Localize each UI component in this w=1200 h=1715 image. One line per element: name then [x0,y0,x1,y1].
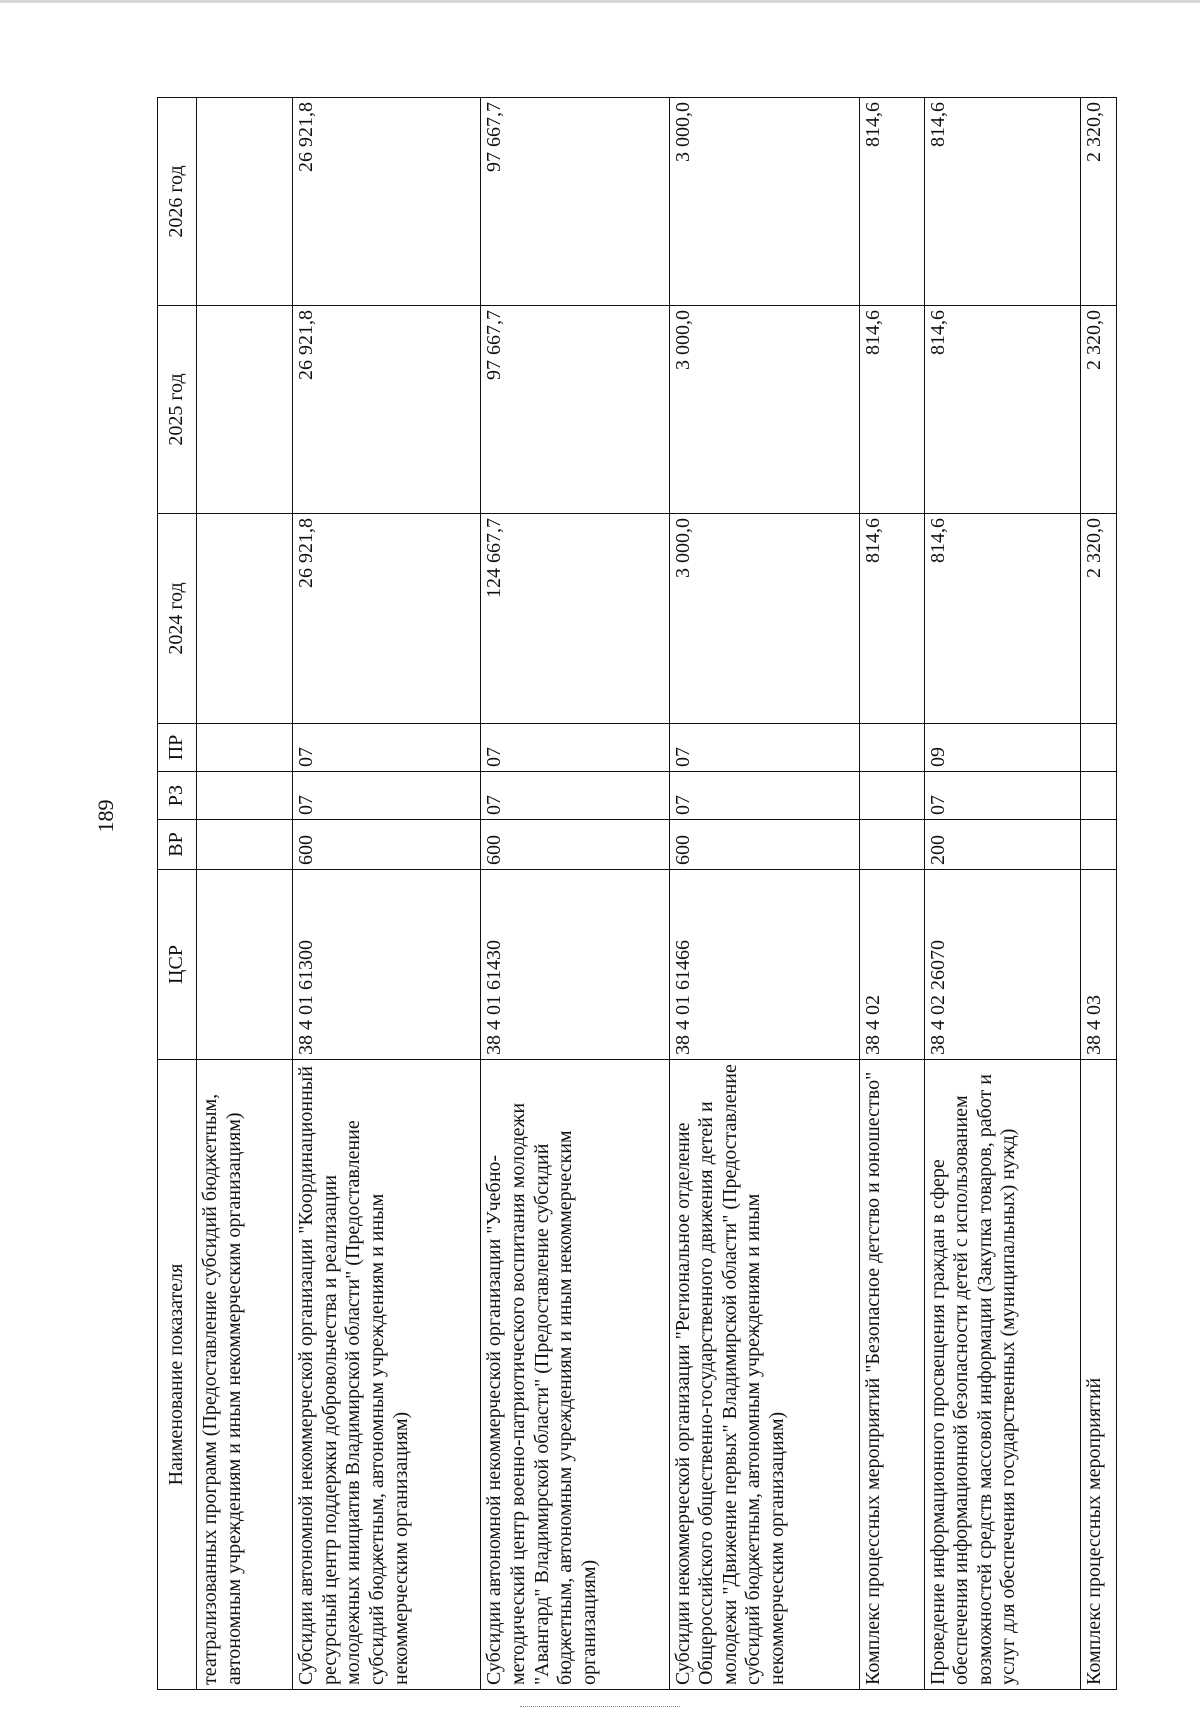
row-2025 [197,306,293,514]
row-csr: 38 4 01 61300 [293,870,481,1060]
row-vr [1081,820,1117,870]
row-2025: 26 921,8 [293,306,481,514]
row-name: Субсидии автономной некоммерческой организации "Координационный ресурсный центр поддержки добровольчества и реализации молодежных инициатив Владимирской области" (Предоставление субсидий бюджетным, автономным учреждениям и иным некоммерческим организациям) [293,1060,481,1690]
row-rz: 07 [293,772,481,820]
row-rz: 07 [924,772,1081,820]
row-2026: 97 667,7 [481,98,669,306]
row-vr: 600 [669,820,859,870]
row-csr: 38 4 02 26070 [924,870,1081,1060]
row-2025: 814,6 [859,306,924,514]
table-row [481,98,669,1690]
row-csr [197,870,293,1060]
header-2026: 2026 год [158,98,197,306]
row-2026: 26 921,8 [293,98,481,306]
header-csr: ЦСР [158,870,197,1060]
row-name: Комплекс процессных мероприятий [1081,1060,1117,1690]
row-pr [1081,724,1117,772]
row-2024: 814,6 [859,514,924,724]
row-csr: 38 4 01 61430 [481,870,669,1060]
row-2024: 124 667,7 [481,514,669,724]
row-pr: 07 [669,724,859,772]
row-2024 [197,514,293,724]
row-2024: 26 921,8 [293,514,481,724]
row-csr: 38 4 03 [1081,870,1117,1060]
page-number: 189 [93,799,118,833]
table-row [859,98,924,1690]
row-csr: 38 4 01 61466 [669,870,859,1060]
budget-table [157,97,1117,1690]
row-2024: 814,6 [924,514,1081,724]
row-2024: 2 320,0 [1081,514,1117,724]
row-2025: 2 320,0 [1081,306,1117,514]
row-2026: 814,6 [859,98,924,306]
row-2026: 3 000,0 [669,98,859,306]
header-name: Наименование показателя [158,1060,197,1690]
scan-bottom-marks [520,1706,680,1709]
header-2025: 2025 год [158,306,197,514]
row-pr [859,724,924,772]
row-vr [859,820,924,870]
row-vr [197,820,293,870]
row-2024: 3 000,0 [669,514,859,724]
row-2025: 97 667,7 [481,306,669,514]
row-vr: 600 [481,820,669,870]
row-name: театрализованных программ (Предоставление субсидий бюджетным, автономным учреждениям и иным некоммерческим организациям) [197,1060,293,1690]
row-name: Проведение информационного просвещения граждан в сфере обеспечения информационной безопасности детей с использованием возможностей средств массовой информации (Закупка товаров, работ и услуг для обеспечения государственных (муниципальных) нужд) [924,1060,1081,1690]
row-name: Комплекс процессных мероприятий "Безопасное детство и юношество" [859,1060,924,1690]
row-pr: 07 [481,724,669,772]
table-header-row [158,98,197,1690]
row-pr: 09 [924,724,1081,772]
row-vr: 600 [293,820,481,870]
budget-table-container [157,98,1117,1690]
table-row [1081,98,1117,1690]
table-row [669,98,859,1690]
row-rz: 07 [669,772,859,820]
row-2026: 2 320,0 [1081,98,1117,306]
row-csr: 38 4 02 [859,870,924,1060]
row-pr [197,724,293,772]
row-2025: 814,6 [924,306,1081,514]
row-2025: 3 000,0 [669,306,859,514]
header-pr: ПР [158,724,197,772]
row-name: Субсидии некоммерческой организации "Региональное отделение Общероссийского общественно-государственного движения детей и молодежи "Движение первых" Владимирской области" (Предоставление субсидий бюджетным, автономным учреждениям и иным некоммерческим организациям) [669,1060,859,1690]
header-rz: РЗ [158,772,197,820]
table-row [197,98,293,1690]
table-row [293,98,481,1690]
row-name: Субсидии автономной некоммерческой организации "Учебно-методический центр военно-патриотического воспитания молодежи "Авангард" Владимирской области" (Предоставление субсидий бюджетным, автономным учреждениям и иным некоммерческим организациям) [481,1060,669,1690]
table-row [924,98,1081,1690]
row-rz [1081,772,1117,820]
row-2026: 814,6 [924,98,1081,306]
header-vr: ВР [158,820,197,870]
row-rz [197,772,293,820]
row-rz [859,772,924,820]
scan-edge [0,0,1200,3]
row-rz: 07 [481,772,669,820]
row-pr: 07 [293,724,481,772]
header-2024: 2024 год [158,514,197,724]
row-vr: 200 [924,820,1081,870]
row-2026 [197,98,293,306]
